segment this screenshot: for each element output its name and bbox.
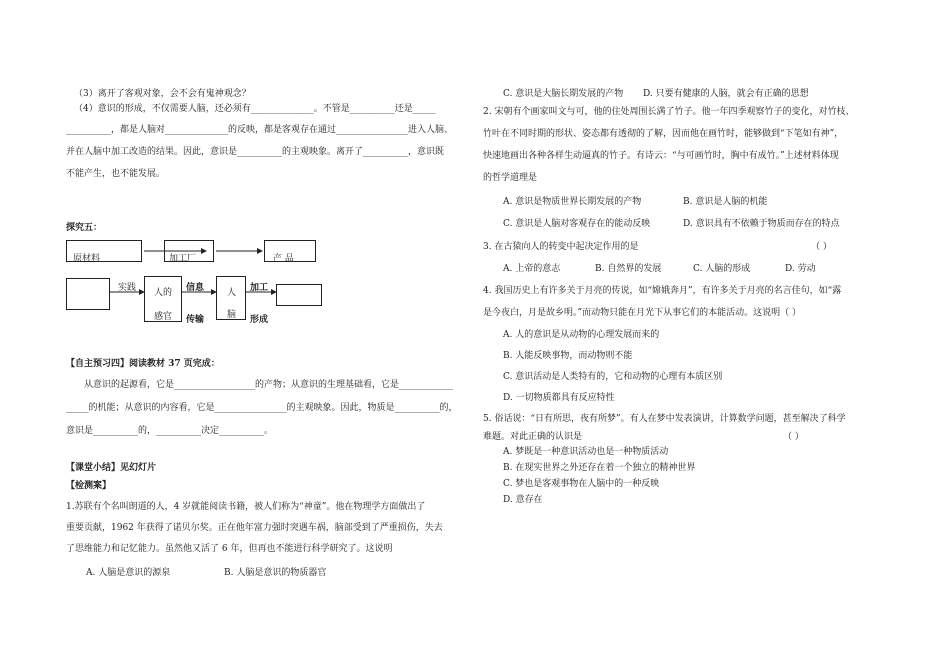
test-q3-option-a: A. 上帝的意志 (503, 264, 561, 274)
box-result-blank (276, 284, 322, 306)
box-raw-material (66, 240, 142, 262)
test-q2-line-4: 的哲学道理是 (483, 173, 538, 183)
box-brain (216, 276, 246, 320)
test-q1-line-1: 1.苏联有个名叫朗道的人，4 岁就能阅读书籍，被人们称为“神童”。他在物理学方面做出了 (66, 502, 426, 512)
question-4-line-4: 不能产生，也不能发展。 (66, 169, 166, 179)
test-q2-line-3: 快速地画出各种各样生动逼真的竹子。有诗云：“与可画竹时，胸中有成竹。”上述材料体现 (483, 151, 839, 161)
process-diagram (66, 236, 366, 326)
box-sense-organ-label-a: 人的 (154, 288, 173, 298)
test-q5-option-a: A. 梦既是一种意识活动也是一种物质活动 (503, 447, 669, 457)
test-q1-option-a: A. 人脑是意识的源泉 (86, 568, 171, 578)
test-q2-line-2: 竹叶在不同时期的形状、姿态都有透彻的了解，因而他在画竹时，能够做到“下笔如有神”， (483, 129, 844, 139)
box-sense-organ (144, 276, 182, 322)
section-title-summary: 【课堂小结】见幻灯片 (66, 463, 157, 473)
test-q4-option-b: B. 人能反映事物，而动物则不能 (503, 351, 633, 361)
test-q3-option-d: D. 劳动 (785, 264, 816, 274)
box-blank (66, 278, 110, 310)
test-q5-option-d: D. 意存在 (503, 495, 543, 505)
test-q4-option-d: D. 一切物质都具有反应特性 (503, 393, 615, 403)
test-q1-option-c: C. 意识是大脑长期发展的产物 (503, 89, 624, 99)
label-practice: 实践 (118, 283, 137, 293)
test-q4-line-2: 是今夜白，月是故乡明。”而动物只能在月光下从事它们的本能活动。这说明（ ） (483, 308, 801, 318)
label-information: 信息 (186, 283, 205, 293)
test-q3-option-c: C. 人脑的形成 (693, 264, 751, 274)
test-q3-stem: 3. 在古猿向人的转变中起决定作用的是 (483, 242, 639, 252)
box-factory (164, 240, 214, 262)
test-q1-line-2: 重要贡献，1962 年获得了诺贝尔奖。正在他年富力强时突遇车祸，脑部受到了严重损伤，失去 (66, 523, 443, 533)
test-q1-line-3: 了思维能力和记忆能力。虽然他又活了 6 年，但再也不能进行科学研究了。这说明 (66, 544, 393, 554)
question-3-text: （3）离开了客观对象，会不会有鬼神观念？ (74, 89, 251, 99)
label-transfer: 传输 (186, 315, 205, 325)
box-product-label: 产 品 (273, 254, 294, 264)
test-q5-option-c: C. 梦也是客观事物在人脑中的一种反映 (503, 479, 660, 489)
test-q5-option-b: B. 在现实世界之外还存在着一个独立的精神世界 (503, 463, 696, 473)
question-4-line-3: 并在人脑中加工改造的结果。因此，意识是__________的主观映象。离开了__________，意识既 (66, 147, 445, 157)
test-q2-option-c: C. 意识是人脑对客观存在的能动反映 (503, 219, 651, 229)
test-q1-option-d: D. 只要有健康的人脑，就会有正确的思想 (643, 89, 809, 99)
box-sense-organ-label-b: 感官 (154, 312, 173, 322)
test-q3-answer-paren: （ ） (811, 242, 832, 252)
test-q2-option-b: B. 意识是人脑的机能 (683, 197, 768, 207)
test-q5-line-2: 难题。对此正确的认识是 (483, 432, 583, 442)
section-title-tanjiu5: 探究五： (66, 223, 103, 233)
label-form: 形成 (250, 315, 269, 325)
question-4-line-2: __________，都是人脑对______________的反映，都是客观存在通过________________进入人脑、 (66, 125, 454, 135)
question-4-line-1: （4）意识的形成，不仅需要人脑，还必须有______________。不管是__________还是_____ (74, 104, 436, 114)
section-title-test: 【检测案】 (66, 481, 112, 491)
test-q2-line-1: 2. 宋朝有个画家叫文与可，他的住处周围长满了竹子。他一年四季观察竹子的变化，对竹枝、 (483, 107, 855, 117)
section-title-preview4: 【自主预习四】阅读教材 37 页完成： (66, 359, 220, 369)
box-brain-label-a: 人 (227, 288, 237, 298)
box-raw-material-label: 原材料 (73, 254, 101, 264)
label-process: 加工 (250, 283, 269, 293)
test-q2-option-a: A. 意识是物质世界长期发展的产物 (503, 197, 642, 207)
preview4-line-2: _____的机能；从意识的内容看，它是________________的主观映象。因此，物质是__________的， (66, 403, 458, 413)
box-product (264, 240, 316, 262)
preview4-line-3: 意识是__________的，__________决定__________。 (66, 426, 274, 436)
test-q3-option-b: B. 自然界的发展 (595, 264, 662, 274)
test-q1-option-b: B. 人脑是意识的物质器官 (224, 568, 327, 578)
box-factory-label: 加工厂 (169, 254, 197, 264)
test-q4-line-1: 4. 我国历史上有许多关于月亮的传说，如“嫦娥奔月”，有许多关于月亮的名言佳句，如“露 (483, 286, 842, 296)
test-q5-line-1: 5. 俗话说：“日有所思，夜有所梦”。有人在梦中发表演讲，计算数学问题，甚至解决了科学 (483, 414, 846, 424)
test-q5-answer-paren: （ ） (783, 432, 804, 442)
test-q2-option-d: D. 意识具有不依赖于物质而存在的特点 (683, 219, 840, 229)
preview4-line-1: 从意识的起源看，它是__________________的产物；从意识的生理基础看，它是____________ (84, 380, 454, 390)
test-q4-option-a: A. 人的意识是从动物的心理发展而来的 (503, 330, 660, 340)
test-q4-option-c: C. 意识活动是人类特有的，它和动物的心理有本质区别 (503, 372, 723, 382)
box-brain-label-b: 脑 (227, 310, 237, 320)
